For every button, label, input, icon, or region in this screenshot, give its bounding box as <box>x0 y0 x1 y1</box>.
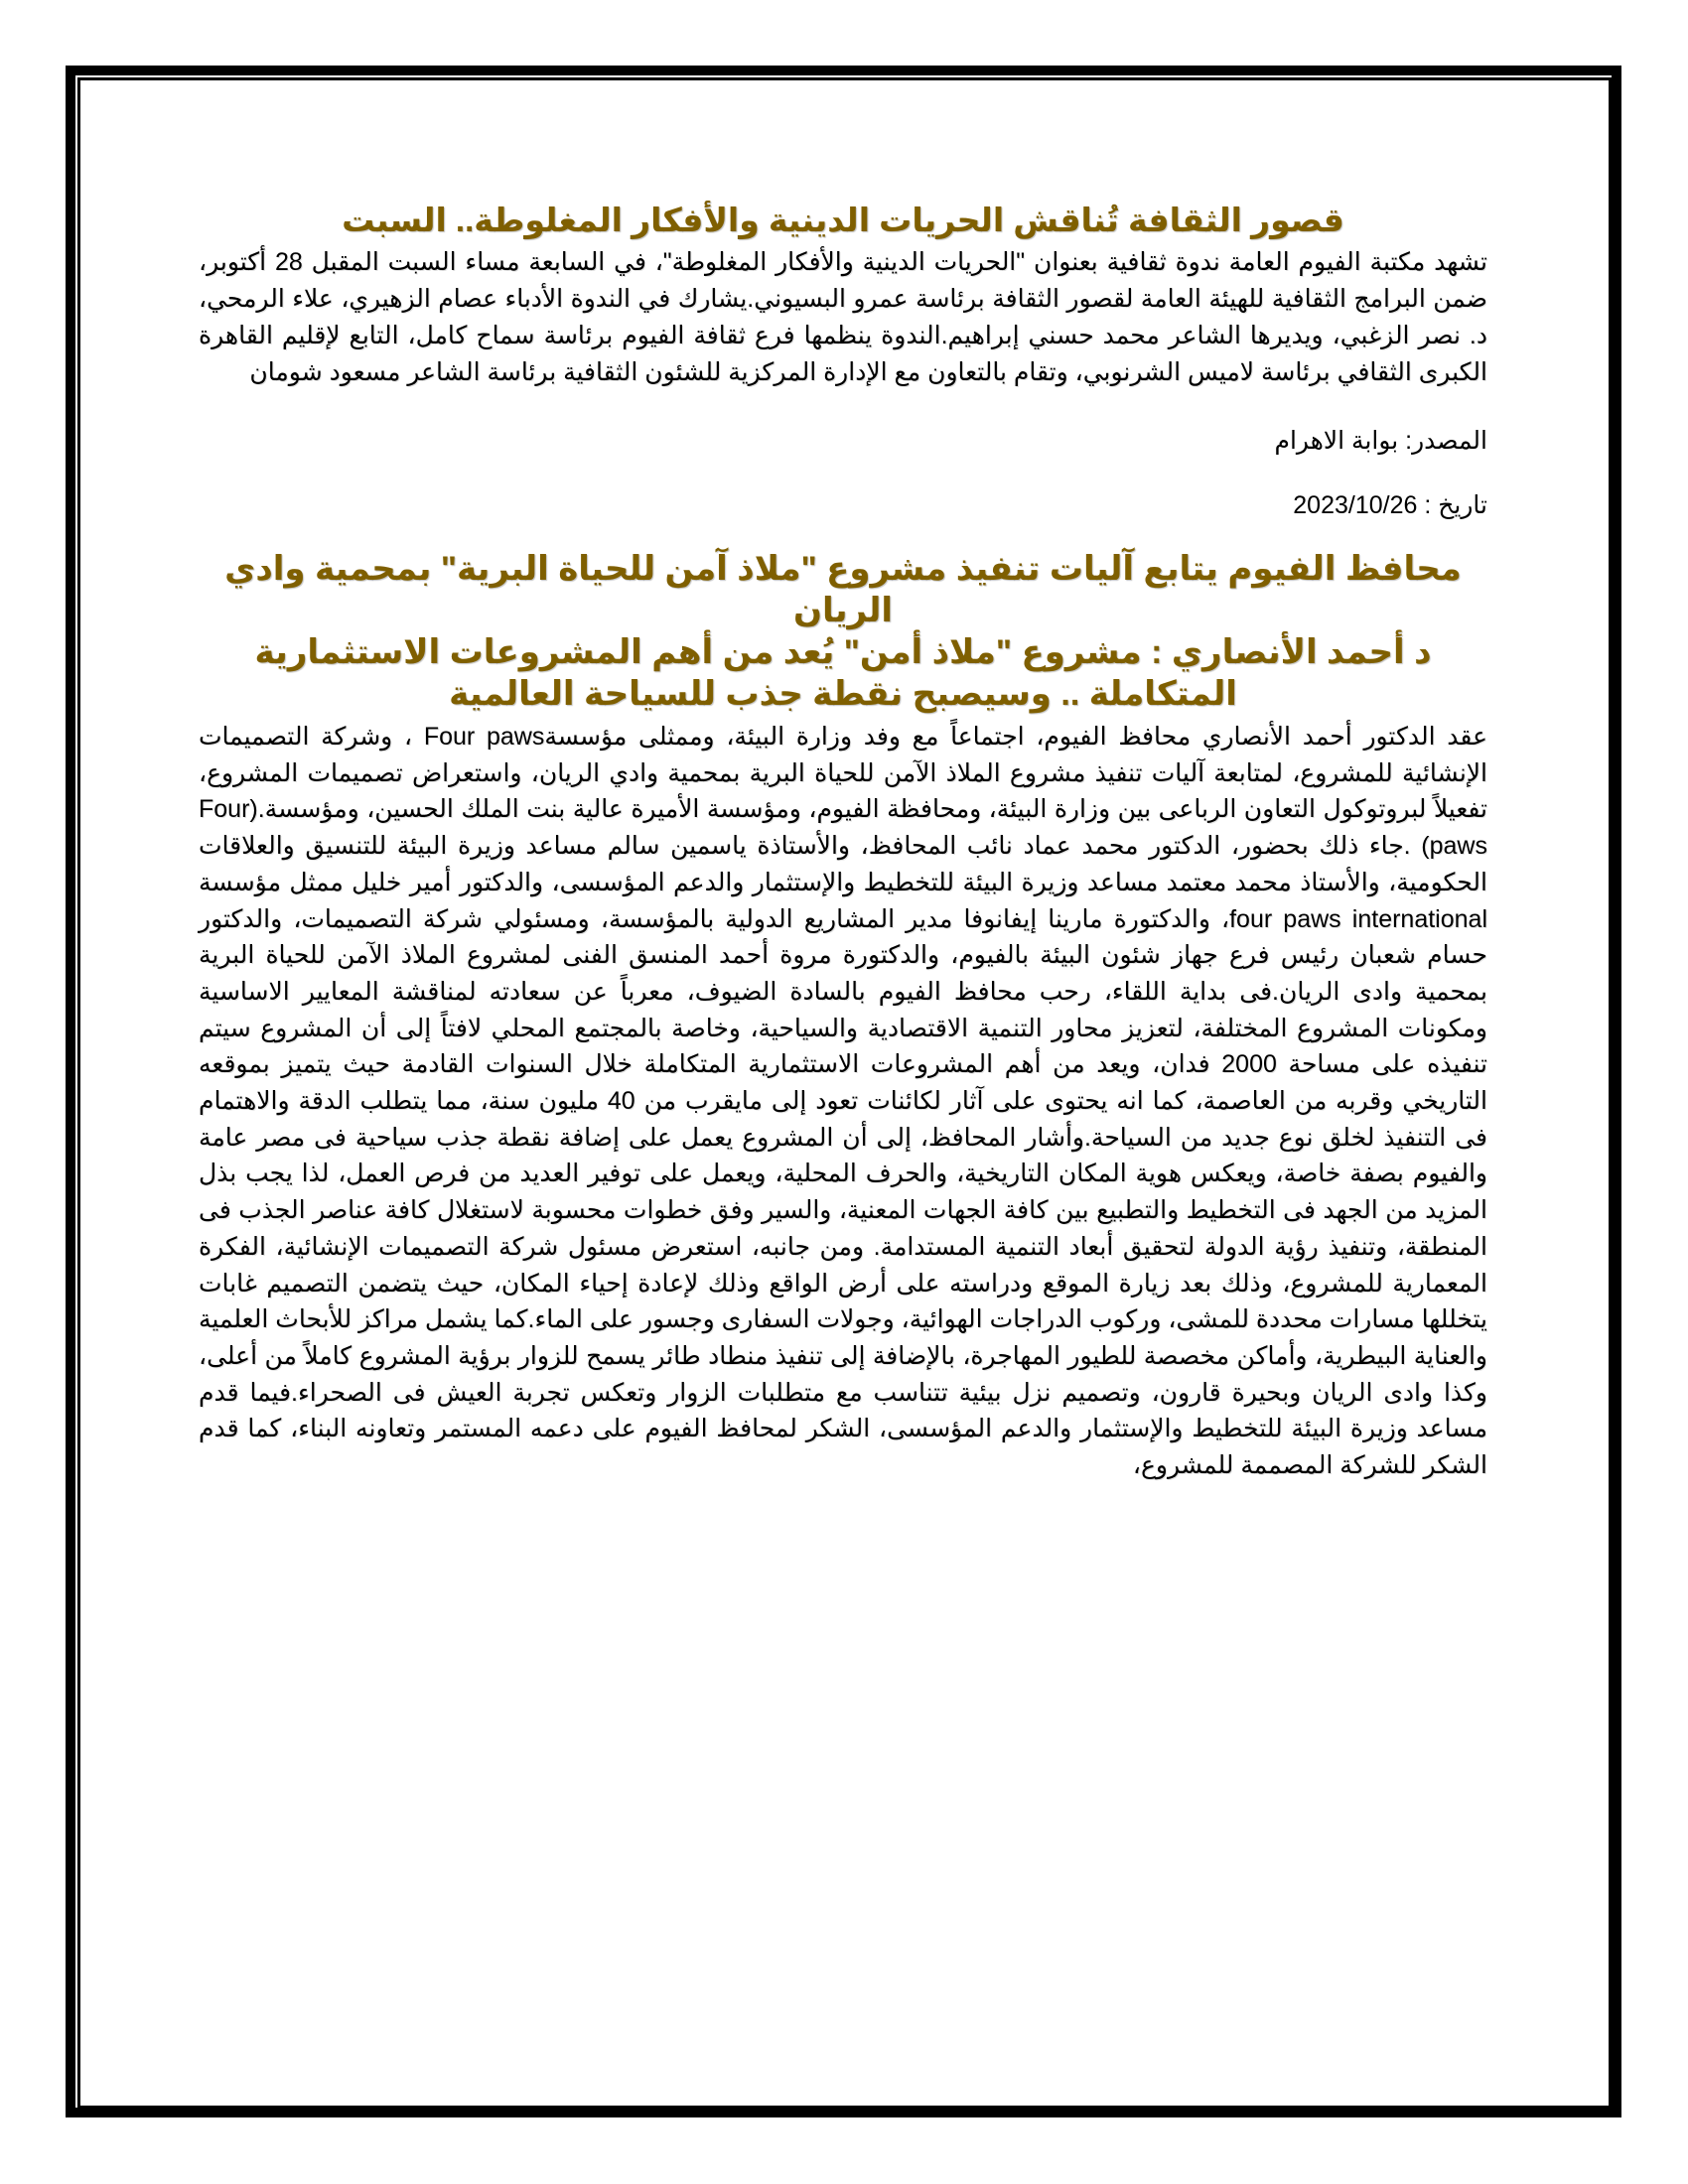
article-cultural-seminar <box>199 199 1487 524</box>
article-2-subtitle: د أحمد الأنصاري : مشروع "ملاذ أمن" يُعد من أهم المشروعات الاستثمارية المتكاملة .. وسيصبح نقطة جذب للسياحة العالمية <box>254 633 1432 713</box>
article-2-body: عقد الدكتور أحمد الأنصاري محافظ الفيوم، اجتماعاً مع وفد وزارة البيئة، وممثلى مؤسسةFour paws ، وشركة التصميمات الإنشائية للمشروع، لمتابعة آليات تنفيذ مشروع الملاذ الآمن للحياة البرية بمحمية وادي الريان، واستعراض تصميمات المشروع، تفعيلاً لبروتوكول التعاون الرباعى بين وزارة البيئة، ومحافظة الفيوم، ومؤسسة الأميرة عالية بنت الملك الحسين، ومؤسسة.(Four paws) .جاء ذلك بحضور، الدكتور محمد عماد نائب المحافظ، والأستاذة ياسمين سالم مساعد وزيرة البيئة للتنسيق والعلاقات الحكومية، والأستاذ محمد معتمد مساعد وزيرة البيئة للتخطيط والإستثمار والدعم المؤسسى، والدكتور أمير خليل ممثل مؤسسة four paws international، والدكتورة مارينا إيفانوفا مدير المشاريع الدولية بالمؤسسة، ومسئولي شركة التصميمات، والدكتور حسام شعبان رئيس فرع جهاز شئون البيئة بالفيوم، والدكتورة مروة أحمد المنسق الفنى لمشروع الملاذ الآمن للحياة البرية بمحمية وادى الريان.فى بداية اللقاء، رحب محافظ الفيوم بالسادة الضيوف، معرباً عن سعادته لمناقشة المعايير الاساسية ومكونات المشروع المختلفة، لتعزيز محاور التنمية الاقتصادية والسياحية، وخاصة بالمجتمع المحلي لافتاً إلى أن المشروع سيتم تنفيذه على مساحة 2000 فدان، ويعد من أهم المشروعات الاستثمارية المتكاملة خلال السنوات القادمة حيث يتميز بموقعه التاريخي وقربه من العاصمة، كما انه يحتوى على آثار لكائنات تعود إلى مايقرب من 40 مليون سنة، مما يتطلب الدقة والاهتمام فى التنفيذ لخلق نوع جديد من السياحة.وأشار المحافظ، إلى أن المشروع يعمل على إضافة نقطة جذب سياحية فى مصر عامة والفيوم بصفة خاصة، ويعكس هوية المكان التاريخية، والحرف المحلية، ويعمل على توفير العديد من فرص العمل، لذا يجب بذل المزيد من الجهد فى التخطيط والتطبيع بين كافة الجهات المعنية، والسير وفق خطوات محسوبة لاستغلال كافة عناصر الجذب فى المنطقة، وتنفيذ رؤية الدولة لتحقيق أبعاد التنمية المستدامة. ومن جانبه، استعرض مسئول شركة التصميمات الإنشائية، الفكرة المعمارية للمشروع، وذلك بعد زيارة الموقع ودراسته على أرض الواقع وذلك لإعادة إحياء المكان، حيث يتضمن التصميم غابات يتخللها مسارات محددة للمشى، وركوب الدراجات الهوائية، وجولات السفارى وجسور على الماء.كما يشمل مراكز للأبحاث العلمية والعناية البيطرية، وأماكن مخصصة للطيور المهاجرة، بالإضافة إلى تنفيذ منطاد طائر يسمح للزوار برؤية المشروع كاملاً من أعلى، وكذا وادى الريان وبحيرة قارون، وتصميم نزل بيئية تتناسب مع متطلبات الزوار وتعكس تجربة العيش فى الصحراء.فيما قدم مساعد وزيرة البيئة للتخطيط والإستثمار والدعم المؤسسى، الشكر لمحافظ الفيوم على دعمه المستمر وتعاونه البناء، كما قدم الشكر للشركة المصممة للمشروع، <box>199 723 1488 1480</box>
document-content <box>199 199 1487 1484</box>
article-1-title: قصور الثقافة تُناقش الحريات الدينية والأفكار المغلوطة.. السبت <box>342 202 1344 238</box>
article-2-title: محافظ الفيوم يتابع آليات تنفيذ مشروع "ملاذ آمن للحياة البرية" بمحمية وادي الريان <box>224 550 1462 629</box>
article-1-body: تشهد مكتبة الفيوم العامة ندوة ثقافية بعنوان "الحريات الدينية والأفكار المغلوطة"، في السابعة مساء السبت المقبل 28 أكتوبر، ضمن البرامج الثقافية للهيئة العامة لقصور الثقافة برئاسة عمرو البسيوني.يشارك في الندوة الأدباء عصام الزهيري، علاء الرمحي، د. نصر الزغبي، ويديرها الشاعر محمد حسني إبراهيم.الندوة ينظمها فرع ثقافة الفيوم برئاسة سماح كامل، التابع لإقليم القاهرة الكبرى الثقافي برئاسة لاميس الشرنوبي، وتقام بالتعاون مع الإدارة المركزية للشئون الثقافية برئاسة الشاعر مسعود شومان <box>199 248 1487 386</box>
article-1-date: تاريخ : 2023/10/26 <box>1293 491 1487 519</box>
article-1-source: المصدر: بوابة الاهرام <box>1274 427 1487 455</box>
article-wildlife-sanctuary <box>199 548 1487 1484</box>
